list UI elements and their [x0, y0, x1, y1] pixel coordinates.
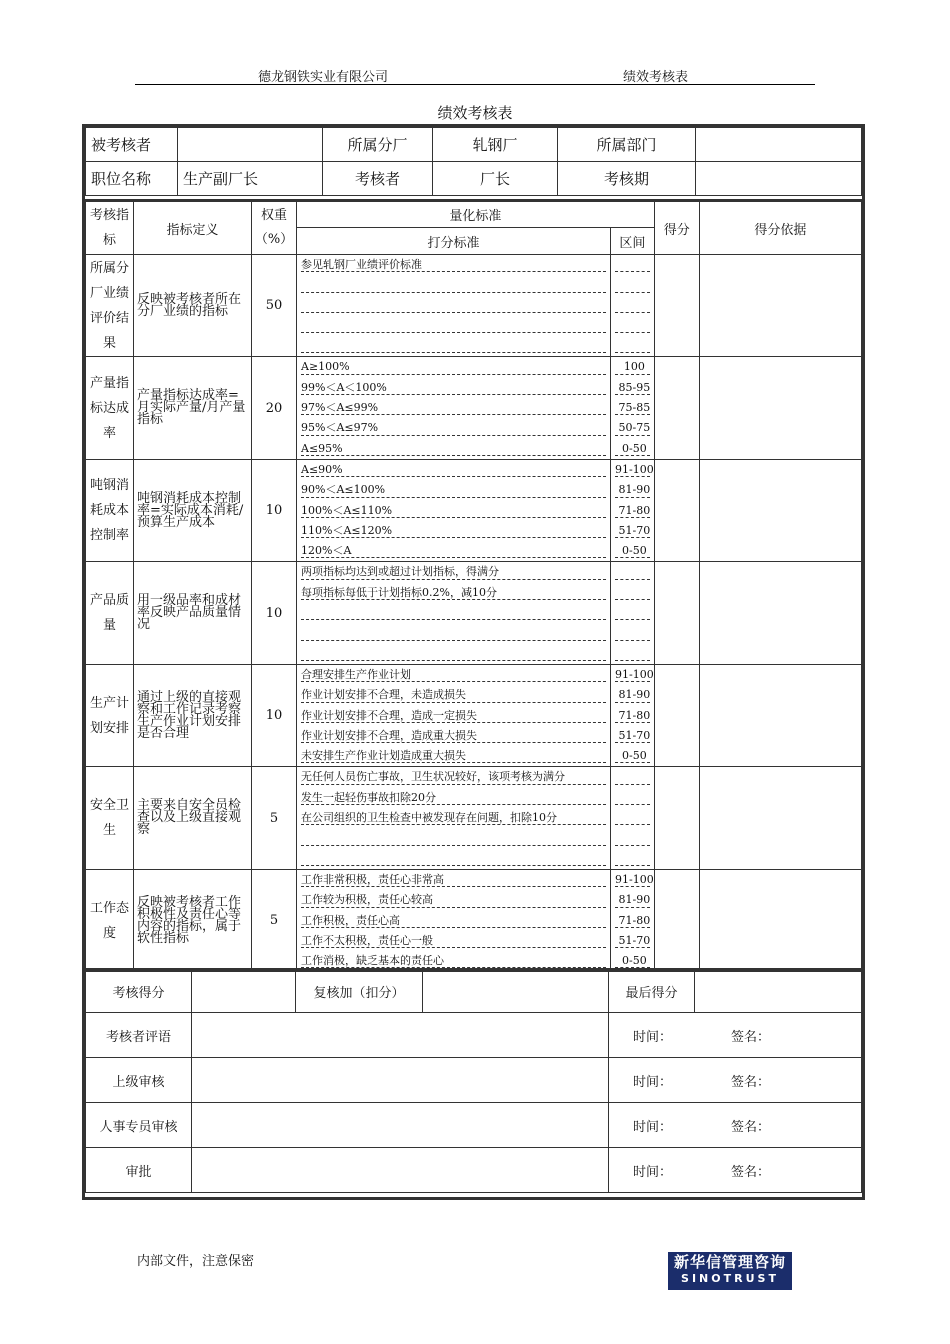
kpi-definition: 通过上级的直接观察和工作记录考察生产作业计划安排是否合理 — [134, 664, 252, 766]
label-total-score: 考核得分 — [86, 970, 192, 1013]
criteria-text: 每项指标每低于计划指标0.2%，减10分 — [301, 585, 497, 599]
range-line — [611, 521, 654, 541]
kpi-ranges — [611, 255, 655, 357]
criteria-line — [297, 911, 610, 931]
kpi-criteria — [297, 255, 611, 357]
kpi-definition: 反映被考核者工作积极性及责任心等内容的指标，属于软性指标 — [134, 869, 252, 971]
criteria-line — [297, 501, 610, 521]
kpi-criteria — [297, 459, 611, 561]
label-appraisee: 被考核者 — [86, 128, 178, 162]
range-text: 0-50 — [622, 441, 647, 455]
signoff-row — [86, 1148, 862, 1193]
range-line — [611, 870, 654, 890]
kpi-name: 生产计划安排 — [86, 664, 134, 766]
signoff-comment-field[interactable] — [192, 1058, 609, 1103]
signoff-label: 考核者评语 — [86, 1013, 192, 1058]
range-line — [611, 255, 654, 275]
kpi-criteria — [297, 767, 611, 869]
range-text: 71-80 — [618, 503, 651, 517]
criteria-line — [297, 828, 610, 848]
range-text: 51-70 — [618, 728, 651, 742]
range-line — [611, 275, 654, 295]
criteria-line — [297, 746, 610, 766]
kpi-row — [86, 869, 862, 971]
range-line — [611, 767, 654, 787]
criteria-line — [297, 644, 610, 664]
criteria-text: 工作较为积极，责任心较高 — [301, 893, 433, 907]
range-line — [611, 418, 654, 438]
kpi-score-field[interactable] — [654, 255, 699, 357]
criteria-line — [297, 439, 610, 459]
label-department: 所属部门 — [558, 128, 696, 162]
range-line — [611, 296, 654, 316]
range-text: 100 — [623, 360, 645, 374]
range-text: 81-90 — [618, 688, 651, 702]
kpi-ranges — [611, 767, 655, 869]
kpi-ranges — [611, 664, 655, 766]
range-line — [611, 931, 654, 951]
label-period: 考核期 — [558, 162, 696, 196]
range-line — [611, 890, 654, 910]
col-indicator: 考核指标 — [86, 201, 134, 255]
criteria-line — [297, 685, 610, 705]
kpi-name: 产量指标达成率 — [86, 357, 134, 459]
criteria-line — [297, 665, 610, 685]
range-line — [611, 746, 654, 766]
signoff-label: 上级审核 — [86, 1058, 192, 1103]
criteria-text: A≥100% — [301, 360, 350, 374]
appraisee-field[interactable] — [178, 128, 323, 162]
col-quant: 量化标准 — [297, 201, 655, 228]
kpi-row — [86, 562, 862, 664]
kpi-definition: 反映被考核者所在分厂业绩的指标 — [134, 255, 252, 357]
signoff-label: 审批 — [86, 1148, 192, 1193]
col-range: 区间 — [611, 228, 655, 255]
page-title: 绩效考核表 — [437, 104, 513, 122]
label-final-score: 最后得分 — [609, 970, 695, 1013]
kpi-ranges — [611, 357, 655, 459]
kpi-table — [85, 199, 862, 972]
kpi-criteria — [297, 869, 611, 971]
range-text: 91-100 — [615, 872, 654, 886]
criteria-line — [297, 623, 610, 643]
logo-en: SINOTRUST — [681, 1272, 779, 1285]
kpi-definition: 用一级品率和成材率反映产品质量情况 — [134, 562, 252, 664]
col-weight: 权重（%） — [252, 201, 297, 255]
range-line — [611, 685, 654, 705]
criteria-line — [297, 706, 610, 726]
sign-label: 签名： — [731, 1029, 771, 1045]
criteria-text: 97%＜A≤99% — [301, 401, 379, 415]
header-company: 德龙钢铁实业有限公司 — [258, 70, 389, 85]
col-definition: 指标定义 — [134, 201, 252, 255]
kpi-score-field[interactable] — [654, 562, 699, 664]
range-text: 71-80 — [618, 708, 651, 722]
criteria-line — [297, 398, 610, 418]
kpi-ranges — [611, 869, 655, 971]
criteria-line — [297, 726, 610, 746]
kpi-definition: 吨钢消耗成本控制率=实际成本消耗/预算生产成本 — [134, 459, 252, 561]
header-doc-title: 绩效考核表 — [623, 70, 689, 85]
time-label: 时间： — [633, 1119, 673, 1135]
criteria-text: 未安排生产作业计划造成重大损失 — [301, 749, 466, 763]
info-table — [85, 127, 862, 196]
sign-label: 签名： — [731, 1119, 771, 1135]
signoff-time-sign[interactable] — [609, 1148, 862, 1193]
criteria-line — [297, 808, 610, 828]
criteria-line — [297, 890, 610, 910]
kpi-name: 工作态度 — [86, 869, 134, 971]
range-line — [611, 460, 654, 480]
range-line — [611, 316, 654, 336]
range-line — [611, 541, 654, 561]
criteria-text: 120%＜A — [301, 544, 352, 558]
label-review-adjust: 复核加（扣分） — [296, 970, 423, 1013]
criteria-line — [297, 931, 610, 951]
signoff-time-sign[interactable] — [609, 1103, 862, 1148]
kpi-row — [86, 357, 862, 459]
kpi-weight: 50 — [252, 255, 297, 357]
kpi-score-field[interactable] — [654, 869, 699, 971]
range-line — [611, 808, 654, 828]
signoff-time-sign[interactable] — [609, 1013, 862, 1058]
criteria-line — [297, 849, 610, 869]
criteria-text: 合理安排生产作业计划 — [301, 667, 411, 681]
time-label: 时间： — [633, 1029, 673, 1045]
range-line — [611, 439, 654, 459]
criteria-line — [297, 603, 610, 623]
criteria-text: 工作不太积极，责任心一般 — [301, 933, 433, 947]
criteria-text: 100%＜A≤110% — [301, 503, 393, 517]
kpi-weight: 10 — [252, 459, 297, 561]
kpi-name: 所属分厂业绩评价结果 — [86, 255, 134, 357]
range-text: 81-90 — [618, 483, 651, 497]
appraiser-value: 厂长 — [433, 162, 558, 196]
kpi-row — [86, 255, 862, 357]
criteria-text: 110%＜A≤120% — [301, 523, 393, 537]
range-text: 50-75 — [618, 421, 651, 435]
review-adjust-field[interactable] — [423, 970, 609, 1013]
range-line — [611, 644, 654, 664]
signoff-comment-field[interactable] — [192, 1013, 609, 1058]
range-text: 91-100 — [615, 667, 654, 681]
criteria-line — [297, 255, 610, 275]
col-score-std: 打分标准 — [297, 228, 611, 255]
signoff-label: 人事专员审核 — [86, 1103, 192, 1148]
time-label: 时间： — [633, 1164, 673, 1180]
kpi-criteria — [297, 664, 611, 766]
range-line — [611, 357, 654, 377]
kpi-score-field[interactable] — [654, 459, 699, 561]
range-line — [611, 398, 654, 418]
col-basis: 得分依据 — [699, 201, 861, 255]
criteria-line — [297, 460, 610, 480]
sign-label: 签名： — [731, 1074, 771, 1090]
kpi-weight: 20 — [252, 357, 297, 459]
criteria-line — [297, 480, 610, 500]
kpi-weight: 10 — [252, 562, 297, 664]
range-line — [611, 706, 654, 726]
label-appraiser: 考核者 — [323, 162, 433, 196]
range-line — [611, 665, 654, 685]
sign-label: 签名： — [731, 1164, 771, 1180]
signoff-comment-field[interactable] — [192, 1103, 609, 1148]
criteria-text: 在公司组织的卫生检查中被发现存在问题，扣除10分 — [301, 811, 557, 825]
criteria-line — [297, 378, 610, 398]
signoff-comment-field[interactable] — [192, 1148, 609, 1193]
kpi-row — [86, 664, 862, 766]
kpi-definition: 产量指标达成率=月实际产量/月产量指标 — [134, 357, 252, 459]
kpi-definition: 主要来自安全员检查以及上级直接观察 — [134, 767, 252, 869]
logo-cn: 新华信管理咨询 — [673, 1253, 786, 1271]
kpi-name: 产品质量 — [86, 562, 134, 664]
range-text: 85-95 — [618, 380, 651, 394]
kpi-basis-field[interactable] — [699, 255, 861, 357]
criteria-text: 工作非常积极，责任心非常高 — [301, 872, 444, 886]
footer-note: 内部文件，注意保密 — [137, 1254, 255, 1269]
range-text: 51-70 — [618, 933, 651, 947]
criteria-line — [297, 767, 610, 787]
range-line — [611, 583, 654, 603]
kpi-row — [86, 459, 862, 561]
kpi-basis-field[interactable] — [699, 664, 861, 766]
criteria-text: 作业计划安排不合理，造成一定损失 — [301, 708, 477, 722]
signoff-row — [86, 1058, 862, 1103]
kpi-name: 安全卫生 — [86, 767, 134, 869]
range-line — [611, 788, 654, 808]
range-line — [611, 501, 654, 521]
kpi-score-field[interactable] — [654, 357, 699, 459]
range-line — [611, 911, 654, 931]
criteria-line — [297, 357, 610, 377]
range-text: 51-70 — [618, 523, 651, 537]
position-value: 生产副厂长 — [178, 162, 323, 196]
criteria-text: 90%＜A≤100% — [301, 483, 386, 497]
criteria-line — [297, 336, 610, 356]
range-line — [611, 336, 654, 356]
criteria-text: 95%＜A≤97% — [301, 421, 379, 435]
kpi-criteria — [297, 562, 611, 664]
label-position: 职位名称 — [86, 162, 178, 196]
range-line — [611, 849, 654, 869]
kpi-ranges — [611, 459, 655, 561]
period-field[interactable] — [696, 162, 862, 196]
kpi-basis-field[interactable] — [699, 459, 861, 561]
col-score: 得分 — [654, 201, 699, 255]
kpi-basis-field[interactable] — [699, 562, 861, 664]
final-score-field[interactable] — [695, 970, 862, 1013]
kpi-ranges — [611, 562, 655, 664]
range-line — [611, 562, 654, 582]
criteria-text: A≤95% — [301, 441, 343, 455]
criteria-text: 工作消极，缺乏基本的责任心 — [301, 954, 444, 968]
kpi-weight: 5 — [252, 767, 297, 869]
kpi-name: 吨钢消耗成本控制率 — [86, 459, 134, 561]
department-field[interactable] — [696, 128, 862, 162]
kpi-row — [86, 767, 862, 869]
kpi-basis-field[interactable] — [699, 767, 861, 869]
kpi-weight: 10 — [252, 664, 297, 766]
label-branch: 所属分厂 — [323, 128, 433, 162]
sinotrust-logo — [668, 1252, 792, 1290]
range-line — [611, 828, 654, 848]
criteria-text: 作业计划安排不合理，未造成损失 — [301, 688, 466, 702]
criteria-text: 发生一起轻伤事故扣除20分 — [301, 790, 436, 804]
range-line — [611, 623, 654, 643]
kpi-score-field[interactable] — [654, 664, 699, 766]
summary-table — [85, 968, 862, 1193]
signoff-row — [86, 1013, 862, 1058]
criteria-text: 两项指标均达到或超过计划指标，得满分 — [301, 565, 499, 579]
range-line — [611, 378, 654, 398]
total-score-field[interactable] — [192, 970, 296, 1013]
signoff-row — [86, 1103, 862, 1148]
signoff-time-sign[interactable] — [609, 1058, 862, 1103]
range-text: 0-50 — [622, 749, 647, 763]
branch-value: 轧钢厂 — [433, 128, 558, 162]
range-line — [611, 603, 654, 623]
range-text: 91-100 — [615, 462, 654, 476]
time-label: 时间： — [633, 1074, 673, 1090]
criteria-line — [297, 541, 610, 561]
criteria-line — [297, 521, 610, 541]
criteria-line — [297, 418, 610, 438]
kpi-score-field[interactable] — [654, 767, 699, 869]
range-text: 81-90 — [618, 893, 651, 907]
criteria-line — [297, 583, 610, 603]
criteria-text: 99%＜A＜100% — [301, 380, 387, 394]
kpi-basis-field[interactable] — [699, 869, 861, 971]
criteria-line — [297, 870, 610, 890]
criteria-line — [297, 316, 610, 336]
criteria-line — [297, 562, 610, 582]
criteria-line — [297, 788, 610, 808]
criteria-text: 无任何人员伤亡事故，卫生状况较好，该项考核为满分 — [301, 770, 565, 784]
kpi-basis-field[interactable] — [699, 357, 861, 459]
kpi-criteria — [297, 357, 611, 459]
header-rule — [135, 84, 815, 85]
criteria-text: 参见轧钢厂业绩评价标准 — [301, 258, 422, 271]
range-text: 75-85 — [618, 401, 651, 415]
criteria-text: 工作积极，责任心高 — [301, 913, 400, 927]
range-text: 71-80 — [618, 913, 651, 927]
criteria-line — [297, 275, 610, 295]
criteria-text: A≤90% — [301, 462, 343, 476]
range-text: 0-50 — [622, 954, 647, 968]
range-line — [611, 480, 654, 500]
kpi-weight: 5 — [252, 869, 297, 971]
range-text: 0-50 — [622, 544, 647, 558]
range-line — [611, 726, 654, 746]
criteria-text: 作业计划安排不合理，造成重大损失 — [301, 728, 477, 742]
criteria-line — [297, 296, 610, 316]
